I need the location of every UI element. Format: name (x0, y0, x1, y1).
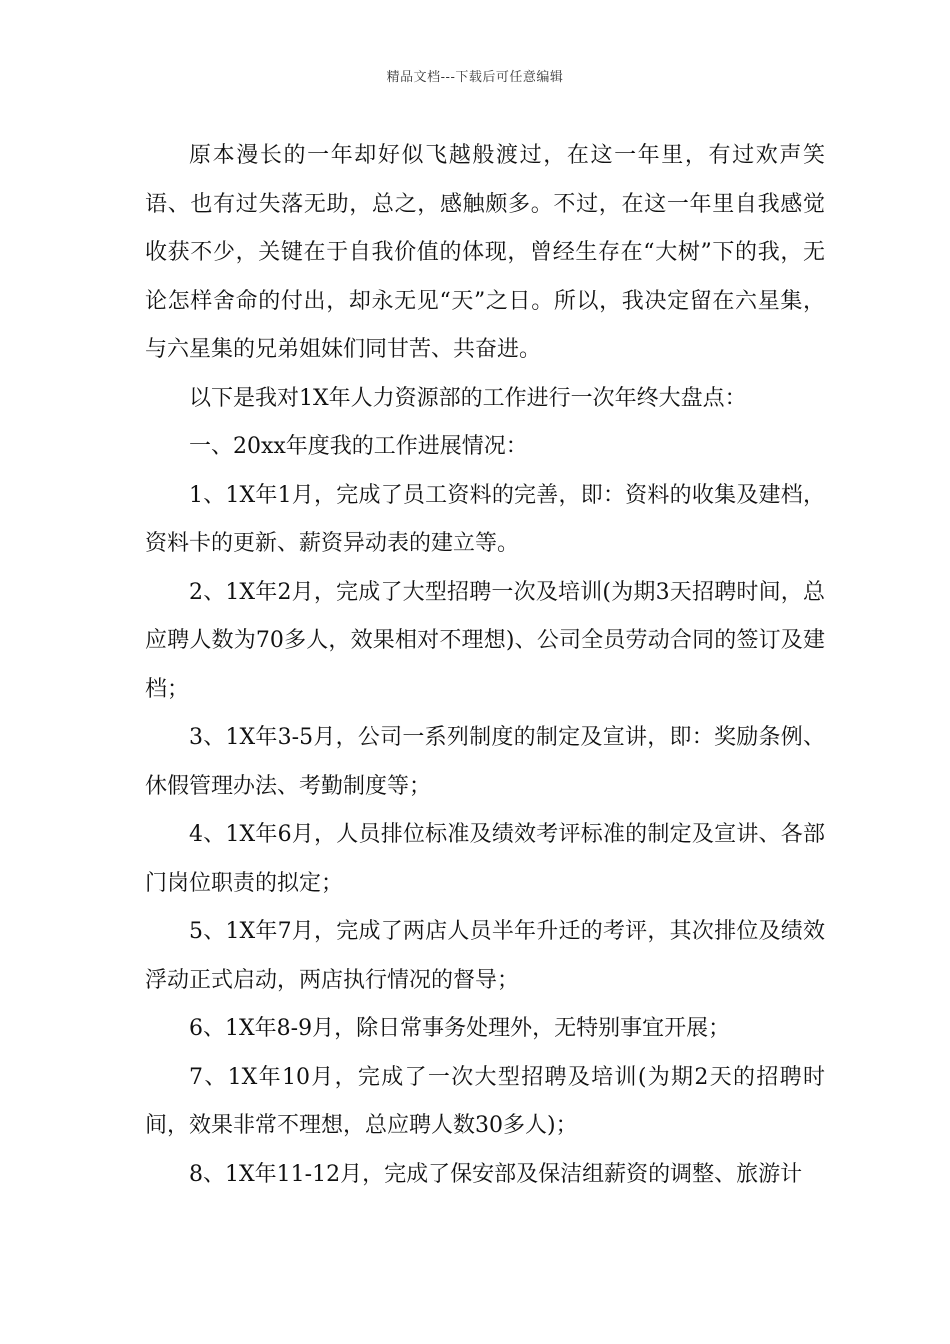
section-heading-progress: 一、20xx年度我的工作进展情况： (189, 434, 528, 459)
list-item-november-december: 8、1X年11-12月，完成了保安部及保洁组薪资的调整、旅游计 (189, 1161, 803, 1187)
list-item-august-september: 6、1X年8-9月，除日常事务处理外，无特别事宜开展； (189, 1016, 731, 1041)
list-item-january: 1、1X年1月，完成了员工资料的完善，即：资料的收集及建档，资料卡的更新、薪资异动表的建立等。 (145, 482, 825, 556)
paragraph-intro: 原本漫长的一年却好似飞越般渡过，在这一年里，有过欢声笑语、也有过失落无助，总之，感触颇多。不过，在这一年里自我感觉收获不少，关键在于自我价值的体现，曾经生存在“大树”下的我，无论怎样舍命的付出，却永无见“天”之日。所以，我决定留在六星集，与六星集的兄弟姐妹们同甘苦、共奋进。 (145, 143, 825, 362)
list-item-june: 4、1X年6月，人员排位标准及绩效考评标准的制定及宣讲、各部门岗位职责的拟定； (145, 822, 825, 896)
list-item-october: 7、1X年10月，完成了一次大型招聘及培训(为期2天的招聘时间，效果非常不理想，总应聘人数30多人)； (145, 1064, 825, 1138)
list-item-july: 5、1X年7月，完成了两店人员半年升迁的考评，其次排位及绩效浮动正式启动，两店执行情况的督导； (145, 919, 825, 993)
document-body (145, 132, 825, 1199)
list-item-march-may: 3、1X年3-5月，公司一系列制度的制定及宣讲，即：奖励条例、休假管理办法、考勤制度等； (145, 725, 825, 799)
page-header: 精品文档---下载后可任意编辑 (386, 70, 564, 85)
list-item-february: 2、1X年2月，完成了大型招聘一次及培训(为期3天招聘时间，总应聘人数为70多人，效果相对不理想)、公司全员劳动合同的签订及建档； (145, 579, 825, 702)
paragraph-review-lead: 以下是我对1X年人力资源部的工作进行一次年终大盘点： (189, 385, 747, 411)
